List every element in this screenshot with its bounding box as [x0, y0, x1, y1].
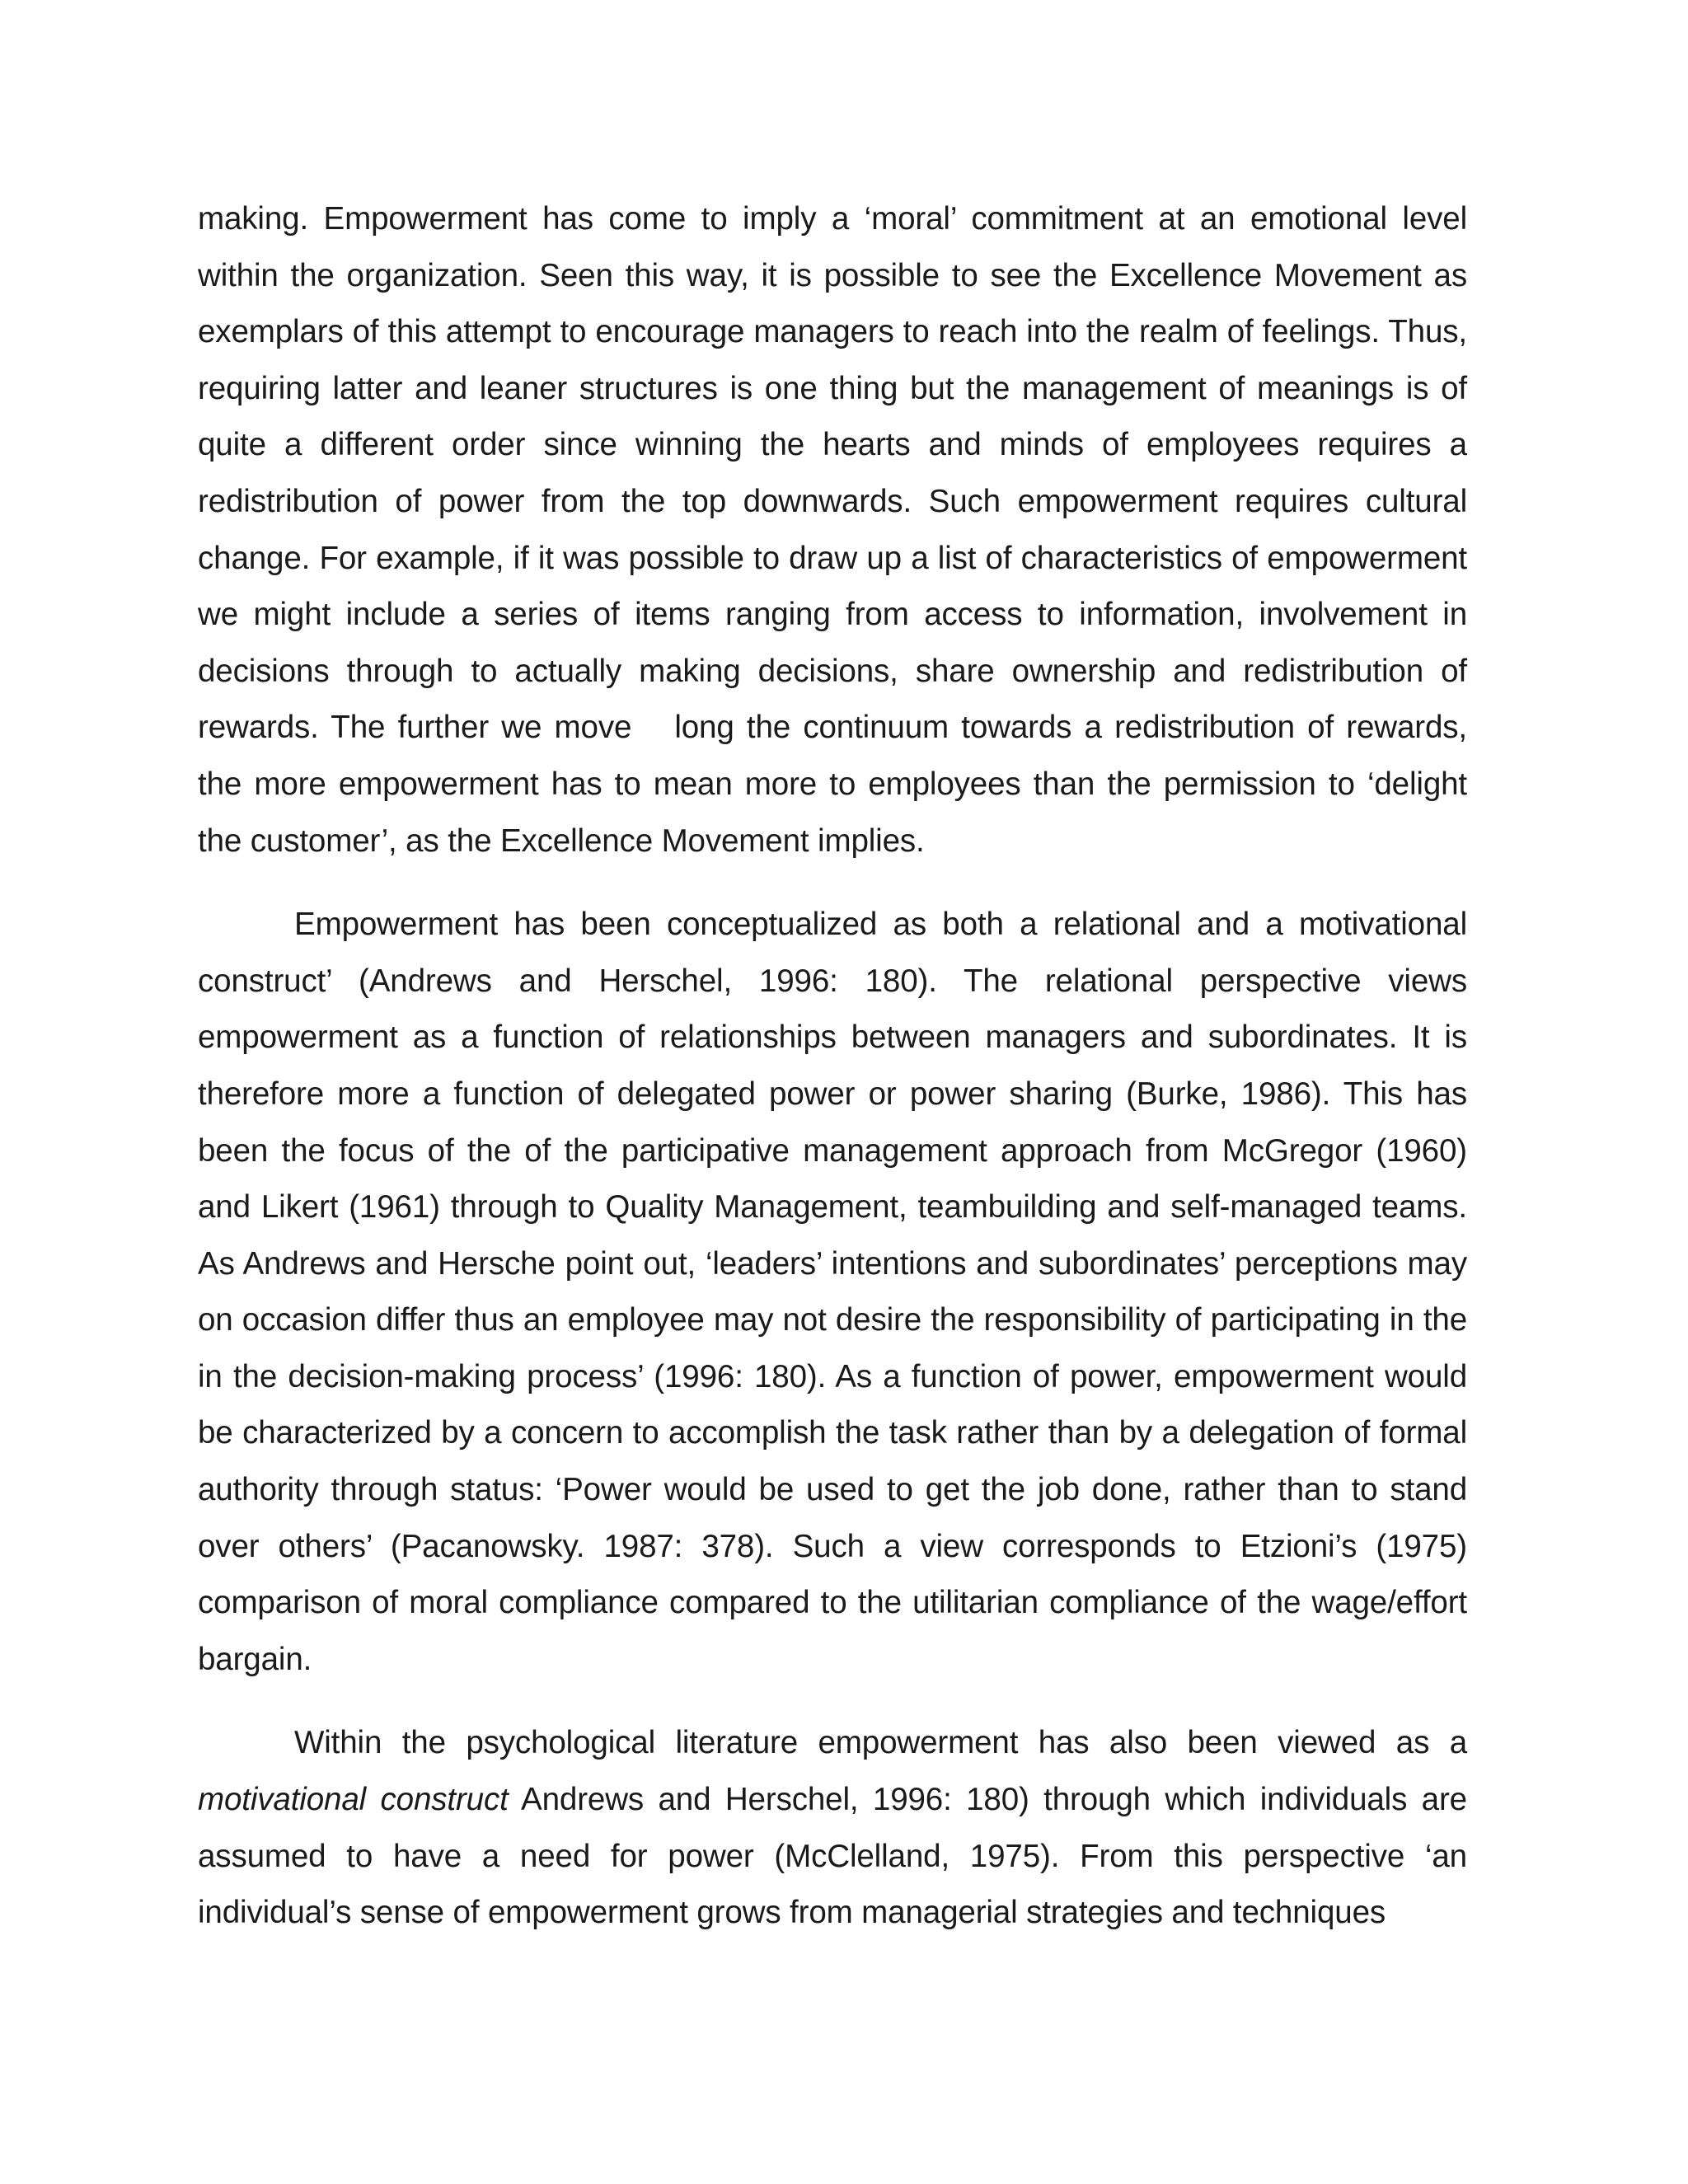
paragraph-1-part-2: long the continuum towards a redistribution of rewards, the more empowerment has to mean more to employees than the permission to ‘delight the customer’, as the Excellence Movement implies.: [198, 710, 1467, 859]
paragraph-2: Empowerment has been conceptualized as both a relational and a motivational construct’ (Andrews and Herschel, 1996: 180). The relational perspective views empowerment as a function of relationships between managers and subordinates. It is therefore more a function of delegated power or power sharing (Burke, 1986). This has been the focus of the of the participative management approach from McGregor (1960) and Likert (1961) through to Quality Management, teambuilding and self-managed teams. As Andrews and Hersche point out, ‘leaders’ intentions and subordinates’ perceptions may on occasion differ thus an employee may not desire the responsibility of participating in the in the decision-making process’ (1996: 180). As a function of power, empowerment would be characterized by a concern to accomplish the task rather than by a delegation of formal authority through status: ‘Power would be used to get the job done, rather than to stand over others’ (Pacanowsky. 1987: 378). Such a view corresponds to Etzioni’s (1975) comparison of moral compliance compared to the utilitarian compliance of the wage/effort bargain.: [198, 907, 1467, 1677]
document-page: [198, 191, 1467, 1942]
paragraph-1: [198, 191, 1467, 869]
paragraph-1-part-1: making. Empowerment has come to imply a ‘moral’ commitment at an emotional level within the organization. Seen this way, it is possible to see the Excellence Movement as exemplars of this attempt to encourage managers to reach into the realm of feelings. Thus, requiring latter and leaner structures is one thing but the management of meanings is of quite a different order since winning the hearts and minds of employees requires a redistribution of power from the top downwards. Such empowerment requires cultural change. For example, if it was possible to draw up a list of characteristics of empowerment we might include a series of items ranging from access to information, involvement in decisions through to actually making decisions, share ownership and redistribution of rewards. The further we move: [198, 201, 1467, 746]
paragraph-3: [198, 1715, 1467, 1941]
paragraph-3-italic-term: motivational construct: [198, 1782, 509, 1818]
paragraph-3-intro: Within the psychological literature empowerment has also been viewed as a: [294, 1725, 1467, 1761]
paragraph-3-rest: Andrews and Herschel, 1996: 180) through which individuals are assumed to have a need for power (McClelland, 1975). From this perspective ‘an individual’s sense of empowerment grows from managerial strategies and techniques: [198, 1782, 1467, 1931]
